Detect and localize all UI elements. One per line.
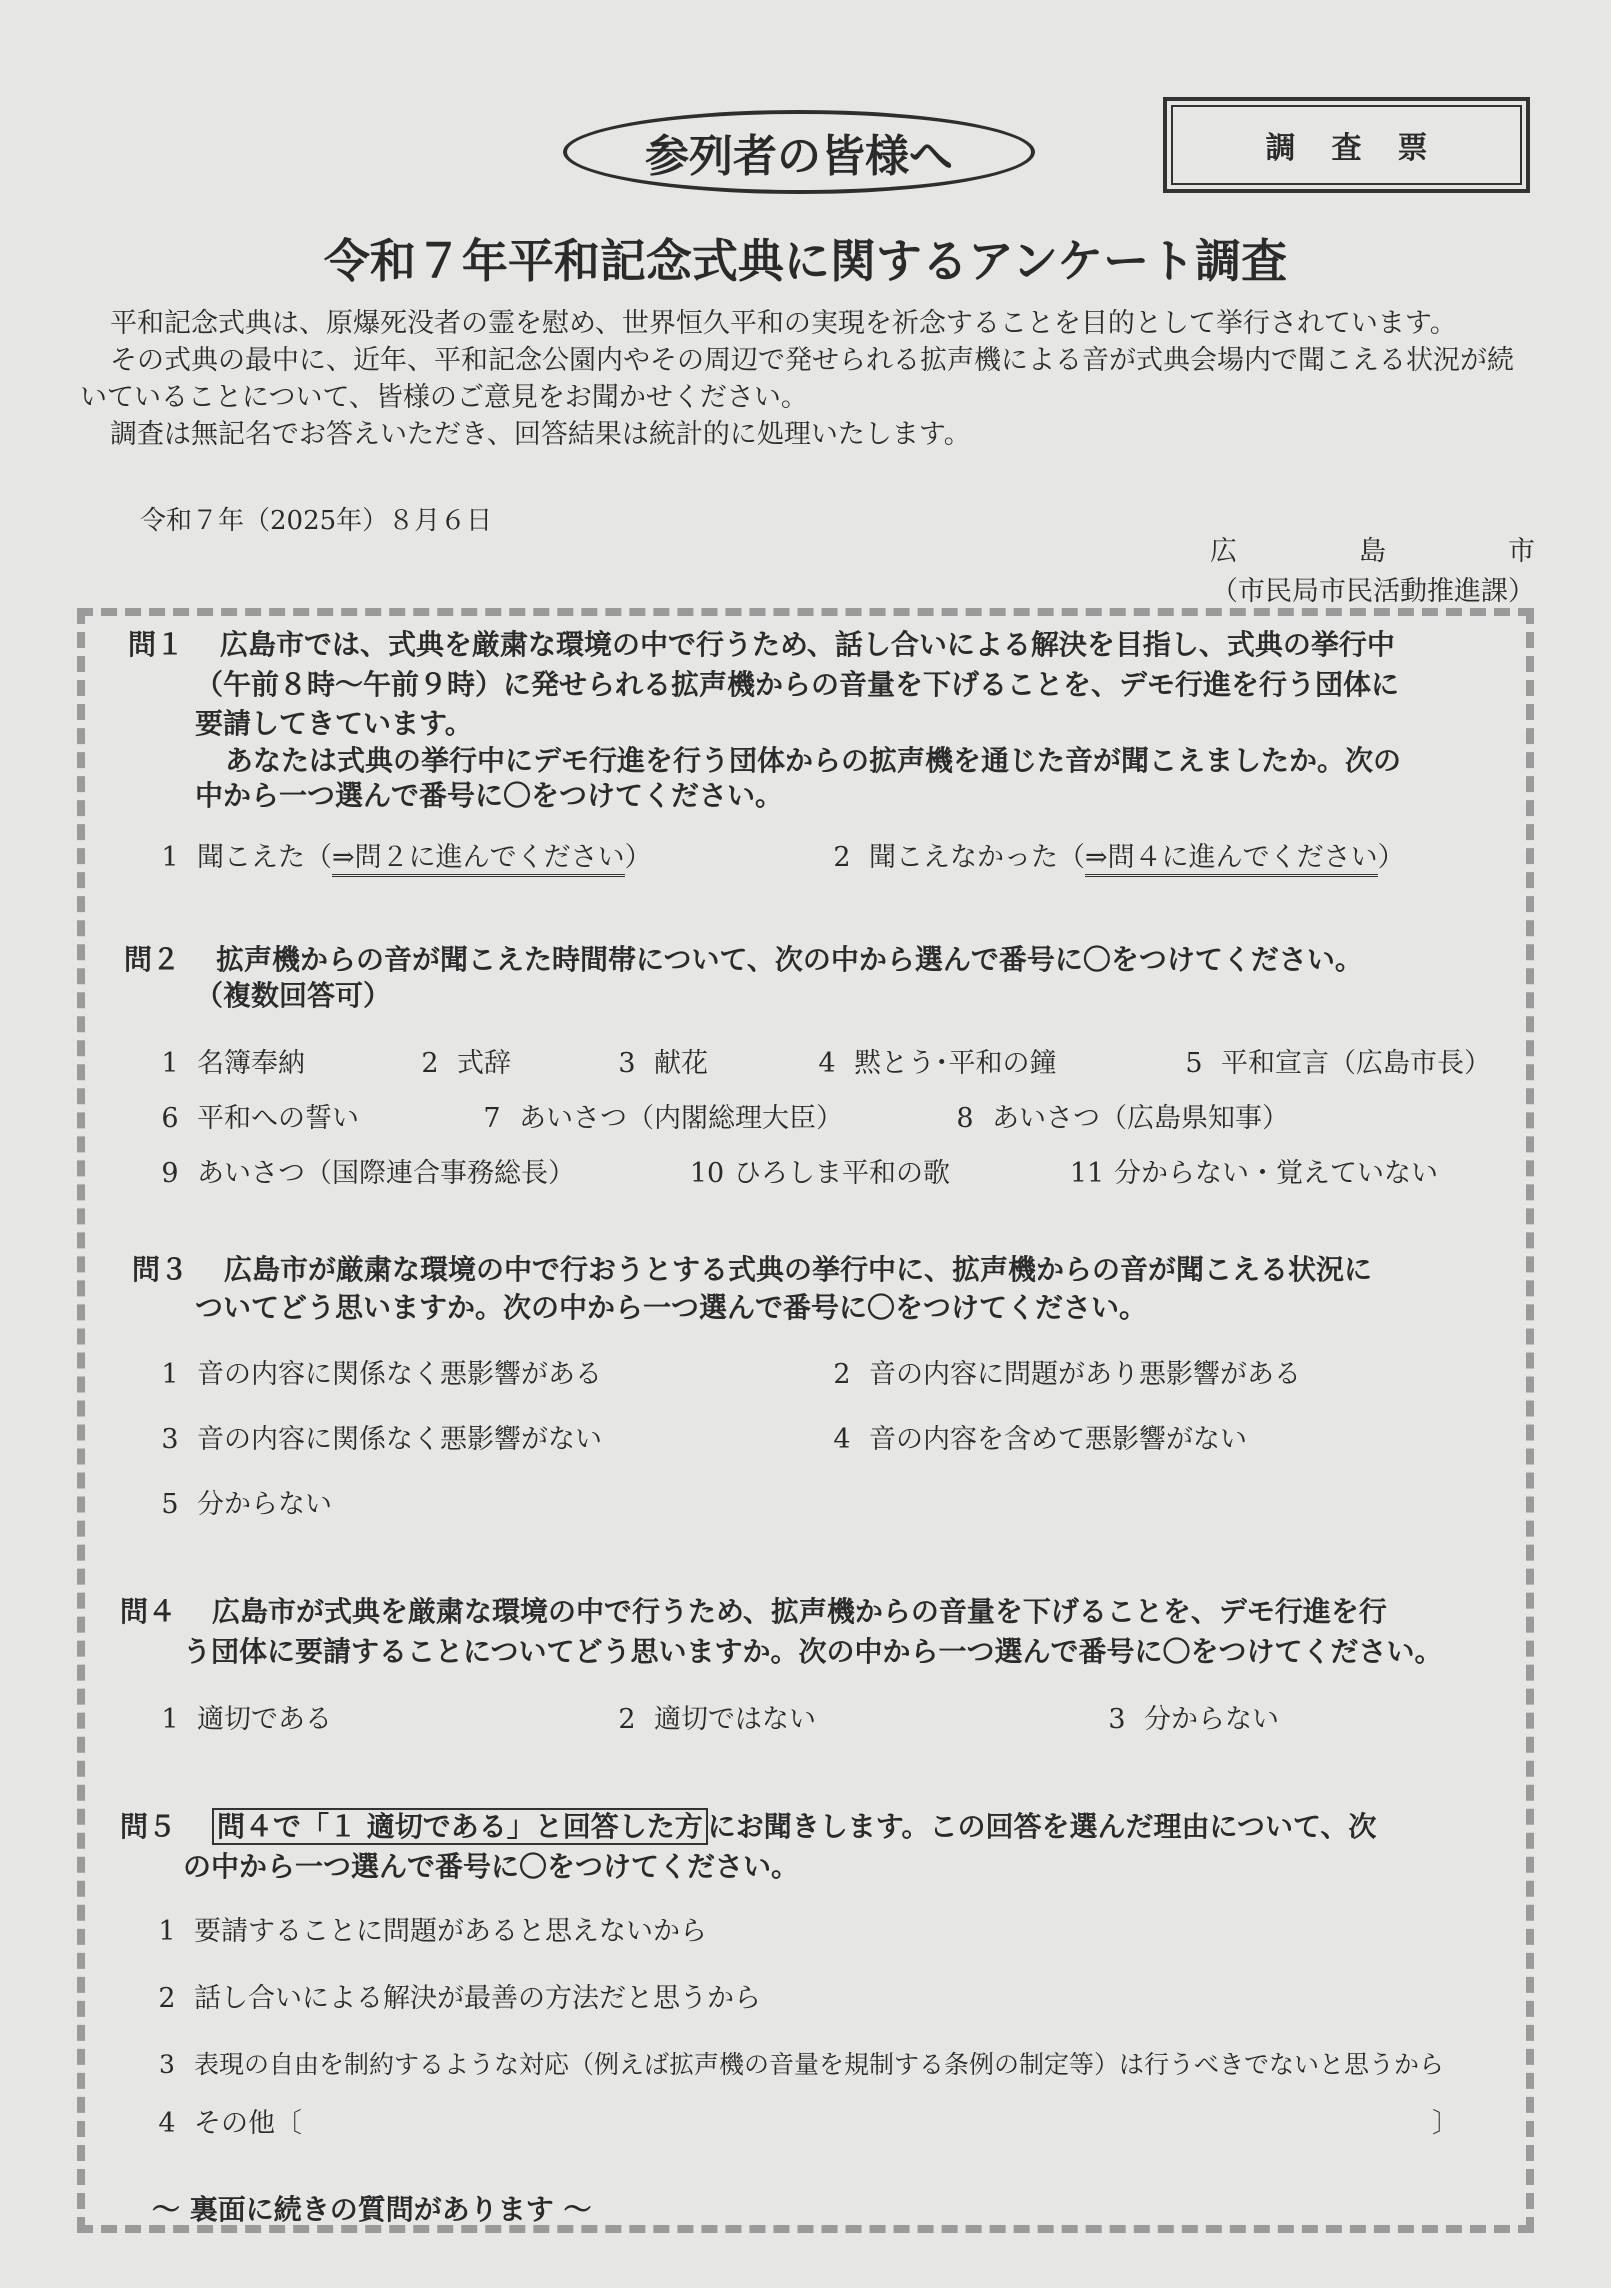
option-text: 話し合いによる解決が最善の方法だと思うから: [194, 1983, 761, 2014]
option-text: 分からない: [197, 1489, 332, 1520]
option-number: 3: [1108, 1704, 1126, 1735]
form-type-label: 調査票: [1171, 105, 1522, 185]
option-number: 11: [1069, 1158, 1105, 1189]
option-number: 7: [483, 1103, 501, 1134]
option-text: 式辞: [457, 1048, 511, 1079]
option-text: 音の内容を含めて悪影響がない: [869, 1424, 1247, 1455]
q1-line-5: 中から一つ選んで番号に〇をつけてください。: [195, 779, 784, 812]
option-number: 4: [833, 1424, 851, 1455]
option-number: 5: [161, 1489, 179, 1520]
q3-option-4[interactable]: [815, 1417, 1247, 1456]
q2-number: 問２: [124, 943, 181, 976]
option-number: 4: [158, 2108, 176, 2139]
option-number: 10: [689, 1158, 725, 1189]
q2-option-1[interactable]: [143, 1041, 305, 1080]
q3-line-2: ついてどう思いますか。次の中から一つ選んで番号に〇をつけてください。: [195, 1291, 1148, 1324]
option-number: 2: [421, 1048, 439, 1079]
q5-option-2[interactable]: [140, 1976, 761, 2015]
option-text: 聞こえなかった（: [869, 842, 1085, 873]
option-text: 平和への誓い: [197, 1103, 359, 1134]
q4-number: 問４: [120, 1595, 177, 1628]
intro-text: [80, 305, 1540, 453]
option-text: 音の内容に問題があり悪影響がある: [869, 1359, 1301, 1390]
option-number: 1: [161, 1704, 179, 1735]
option-text: あいさつ（国際連合事務総長）: [197, 1158, 575, 1189]
option-text: あいさつ（広島県知事）: [992, 1103, 1289, 1134]
option-text: 適切ではない: [654, 1704, 816, 1735]
option-text: その他〔: [194, 2108, 302, 2139]
issuer-department: （市民局市民活動推進課）: [1211, 576, 1535, 607]
q2-line-1: [124, 940, 1363, 980]
option-text: 分からない・覚えていない: [1114, 1158, 1438, 1189]
q2-option-2[interactable]: [403, 1041, 511, 1080]
q5-other-input-area[interactable]: [340, 2101, 1220, 2135]
q4-text-1: 広島市が式典を厳粛な環境の中で行うため、拡声機からの音量を下げることを、デモ行進を行: [212, 1595, 1387, 1628]
q5-option-4[interactable]: [140, 2101, 302, 2140]
q2-option-9[interactable]: [143, 1151, 575, 1190]
issuer-name: [1210, 532, 1535, 572]
option-number: 3: [159, 2050, 175, 2079]
issuer-char-3: 市: [1508, 536, 1535, 567]
issue-date: 令和７年（2025年）８月６日: [140, 506, 493, 536]
q1-line-1: [128, 625, 1395, 665]
option-number: 2: [618, 1704, 636, 1735]
option-number: 8: [956, 1103, 974, 1134]
option-text: 聞こえた（: [197, 842, 332, 873]
q5-number: 問５: [120, 1810, 177, 1843]
option-note: ⇒問４に進んでください: [1085, 842, 1378, 877]
q4-option-1[interactable]: [143, 1697, 332, 1736]
q3-number: 問３: [132, 1253, 189, 1286]
q4-option-2[interactable]: [600, 1697, 816, 1736]
option-close: ）: [1377, 842, 1405, 873]
q5-target-respondents: 問４で「１ 適切である」と回答した方: [212, 1808, 708, 1845]
option-text: 表現の自由を制約するような対応（例えば拡声機の音量を規制する条例の制定等）は行うべきでないと思うから: [194, 2050, 1445, 2079]
option-note: ⇒問２に進んでください: [332, 842, 625, 877]
q1-text-1: 広島市では、式典を厳粛な環境の中で行うため、話し合いによる解決を目指し、式典の挙行中: [220, 628, 1395, 661]
q1-line-4: あなたは式典の挙行中にデモ行進を行う団体からの拡声機を通じた音が聞こえましたか。次の: [225, 744, 1402, 777]
q1-line-3: 要請してきています。: [195, 707, 473, 740]
option-number: 2: [158, 1983, 176, 2014]
survey-title: 令和７年平和記念式典に関するアンケート調査: [323, 234, 1288, 288]
option-number: 1: [158, 1916, 176, 1947]
q5-option-1[interactable]: [140, 1909, 707, 1948]
option-number: 3: [618, 1048, 636, 1079]
q2-option-8[interactable]: [938, 1096, 1289, 1135]
q4-line-2: う団体に要請することについてどう思いますか。次の中から一つ選んで番号に〇をつけてください。: [183, 1635, 1443, 1668]
q1-number: 問１: [128, 628, 185, 661]
intro-paragraph-3: 調査は無記名でお答えいただき、回答結果は統計的に処理いたします。: [110, 419, 971, 450]
option-number: 1: [161, 842, 179, 873]
q2-option-5[interactable]: [1167, 1041, 1491, 1080]
q3-option-5[interactable]: [143, 1482, 332, 1521]
q2-option-6[interactable]: [143, 1096, 359, 1135]
option-text: ひろしま平和の歌: [734, 1158, 950, 1189]
option-text: 要請することに問題があると思えないから: [194, 1916, 707, 1947]
issuer-char-1: 広: [1210, 536, 1237, 567]
q4-line-1: [120, 1592, 1387, 1632]
option-text: 音の内容に関係なく悪影響がない: [197, 1424, 602, 1455]
q2-option-4[interactable]: [800, 1041, 1057, 1080]
option-text: 平和宣言（広島市長）: [1221, 1048, 1491, 1079]
q5-line-1: [120, 1807, 1376, 1847]
intro-paragraph-2: その式典の最中に、近年、平和記念公園内やその周辺で発せられる拡声機による音が式典会場内で聞こえる状況が続いていることについて、皆様のご意見をお聞かせください。: [80, 345, 1514, 413]
option-text: 音の内容に関係なく悪影響がある: [197, 1359, 602, 1390]
form-type-box: [1163, 97, 1530, 193]
q5-option-3[interactable]: [140, 2045, 1444, 2081]
q2-option-3[interactable]: [600, 1041, 708, 1080]
continued-on-back-note: ～ 裏面に続きの質問があります ～: [152, 2193, 592, 2226]
option-text: 分からない: [1144, 1704, 1279, 1735]
q3-option-1[interactable]: [143, 1352, 602, 1391]
option-number: 1: [161, 1359, 179, 1390]
option-text: 名簿奉納: [197, 1048, 305, 1079]
q3-option-2[interactable]: [815, 1352, 1301, 1391]
q2-option-10[interactable]: [680, 1151, 950, 1190]
q3-line-1: [132, 1250, 1372, 1290]
q3-option-3[interactable]: [143, 1417, 602, 1456]
q5-text-1: にお聞きします。この回答を選んだ理由について、次: [707, 1810, 1377, 1843]
option-number: 1: [161, 1048, 179, 1079]
option-text: 献花: [654, 1048, 708, 1079]
q3-text-1: 広島市が厳粛な環境の中で行おうとする式典の挙行中に、拡声機からの音が聞こえる状況に: [224, 1253, 1373, 1286]
option-number: 9: [161, 1158, 179, 1189]
q2-option-11[interactable]: [1060, 1151, 1438, 1190]
q2-line-2: （複数回答可）: [195, 979, 392, 1012]
option-number: 2: [833, 1359, 851, 1390]
option-number: 6: [161, 1103, 179, 1134]
banner-to-attendees: 参列者の皆様へ: [563, 110, 1035, 194]
q2-option-7[interactable]: [465, 1096, 843, 1135]
option-number: 5: [1185, 1048, 1203, 1079]
issuer: [1210, 532, 1535, 612]
q2-text-1: 拡声機からの音が聞こえた時間帯について、次の中から選んで番号に〇をつけてください。: [216, 943, 1363, 976]
q1-option-1[interactable]: [143, 835, 652, 874]
q4-option-3[interactable]: [1090, 1697, 1279, 1736]
option-number: 4: [818, 1048, 836, 1079]
issuer-char-2: 島: [1359, 536, 1386, 567]
q1-line-2: （午前８時～午前９時）に発せられる拡声機からの音量を下げることを、デモ行進を行う団体に: [195, 668, 1400, 701]
q1-option-2[interactable]: [815, 835, 1405, 874]
intro-paragraph-1: 平和記念式典は、原爆死没者の霊を慰め、世界恒久平和の実現を祈念することを目的として挙行されています。: [110, 308, 1457, 339]
q5-other-close-bracket: 〕: [1432, 2108, 1459, 2139]
q5-line-2: の中から一つ選んで番号に〇をつけてください。: [183, 1850, 800, 1883]
option-text: 黙とう･平和の鐘: [854, 1048, 1057, 1079]
option-close: ）: [624, 842, 652, 873]
option-text: あいさつ（内閣総理大臣）: [519, 1103, 843, 1134]
option-number: 2: [833, 842, 851, 873]
option-number: 3: [161, 1424, 179, 1455]
option-text: 適切である: [197, 1704, 332, 1735]
